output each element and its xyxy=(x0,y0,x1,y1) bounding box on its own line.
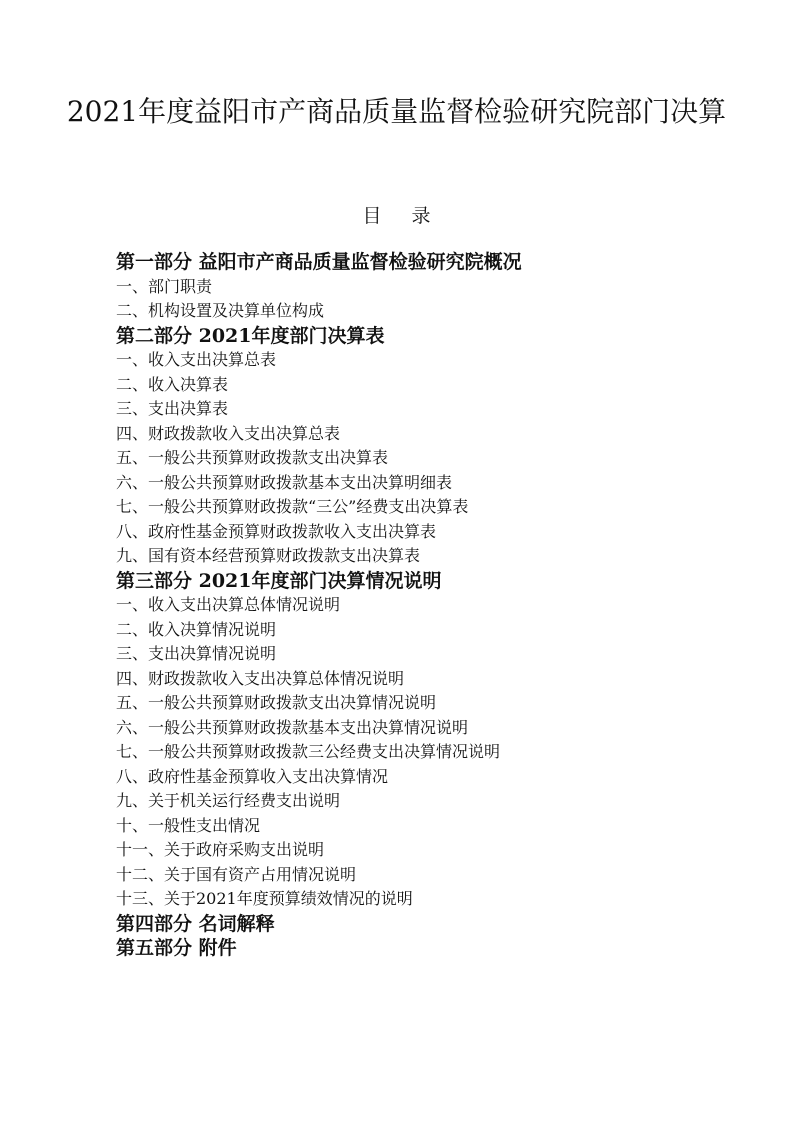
document-title: 2021年度益阳市产商品质量监督检验研究院部门决算 xyxy=(66,95,727,128)
toc-item: 八、政府性基金预算收入支出决算情况 xyxy=(116,766,389,786)
toc-item: 二、收入决算情况说明 xyxy=(116,619,277,639)
toc-heading: 目 录 xyxy=(362,205,443,227)
toc-item: 五、一般公共预算财政拨款支出决算情况说明 xyxy=(116,693,437,712)
toc-item: 三、支出决算表 xyxy=(116,399,229,418)
toc-item: 九、国有资本经营预算财政拨款支出决算表 xyxy=(116,546,421,565)
toc-item: 十三、关于2021年度预算绩效情况的说明 xyxy=(116,889,413,908)
toc-item: 四、财政拨款收入支出决算总体情况说明 xyxy=(116,668,405,688)
toc-item: 一、部门职责 xyxy=(116,276,213,296)
toc-item: 十、一般性支出情况 xyxy=(116,815,261,835)
toc-item: 八、政府性基金预算财政拨款收入支出决算表 xyxy=(116,521,437,541)
toc-item: 一、收入支出决算总表 xyxy=(116,350,277,369)
toc-item: 九、关于机关运行经费支出说明 xyxy=(116,791,341,810)
toc-part-4-heading: 第四部分 名词解释 xyxy=(116,912,275,935)
toc-part-5-heading: 第五部分 附件 xyxy=(116,937,237,959)
toc-item: 十一、关于政府采购支出说明 xyxy=(116,840,325,859)
toc-item: 七、一般公共预算财政拨款“三公”经费支出决算表 xyxy=(116,497,469,516)
toc-part-2-heading: 第二部分 2021年度部门决算表 xyxy=(116,324,385,347)
toc-item: 六、一般公共预算财政拨款基本支出决算明细表 xyxy=(116,472,453,492)
toc-item: 七、一般公共预算财政拨款三公经费支出决算情况说明 xyxy=(116,742,501,761)
toc-item: 五、一般公共预算财政拨款支出决算表 xyxy=(116,448,389,467)
toc-item: 四、财政拨款收入支出决算总表 xyxy=(116,423,341,443)
toc-item: 二、收入决算表 xyxy=(116,374,229,394)
toc-item: 六、一般公共预算财政拨款基本支出决算情况说明 xyxy=(116,717,469,737)
toc-part-1-heading: 第一部分 益阳市产商品质量监督检验研究院概况 xyxy=(116,251,522,273)
toc-item: 十二、关于国有资产占用情况说明 xyxy=(116,864,357,884)
toc-item: 二、机构设置及决算单位构成 xyxy=(116,301,325,320)
table-of-contents xyxy=(116,250,736,961)
toc-part-3-heading: 第三部分 2021年度部门决算情况说明 xyxy=(116,569,442,592)
toc-item: 一、收入支出决算总体情况说明 xyxy=(116,595,341,614)
toc-item: 三、支出决算情况说明 xyxy=(116,644,277,663)
